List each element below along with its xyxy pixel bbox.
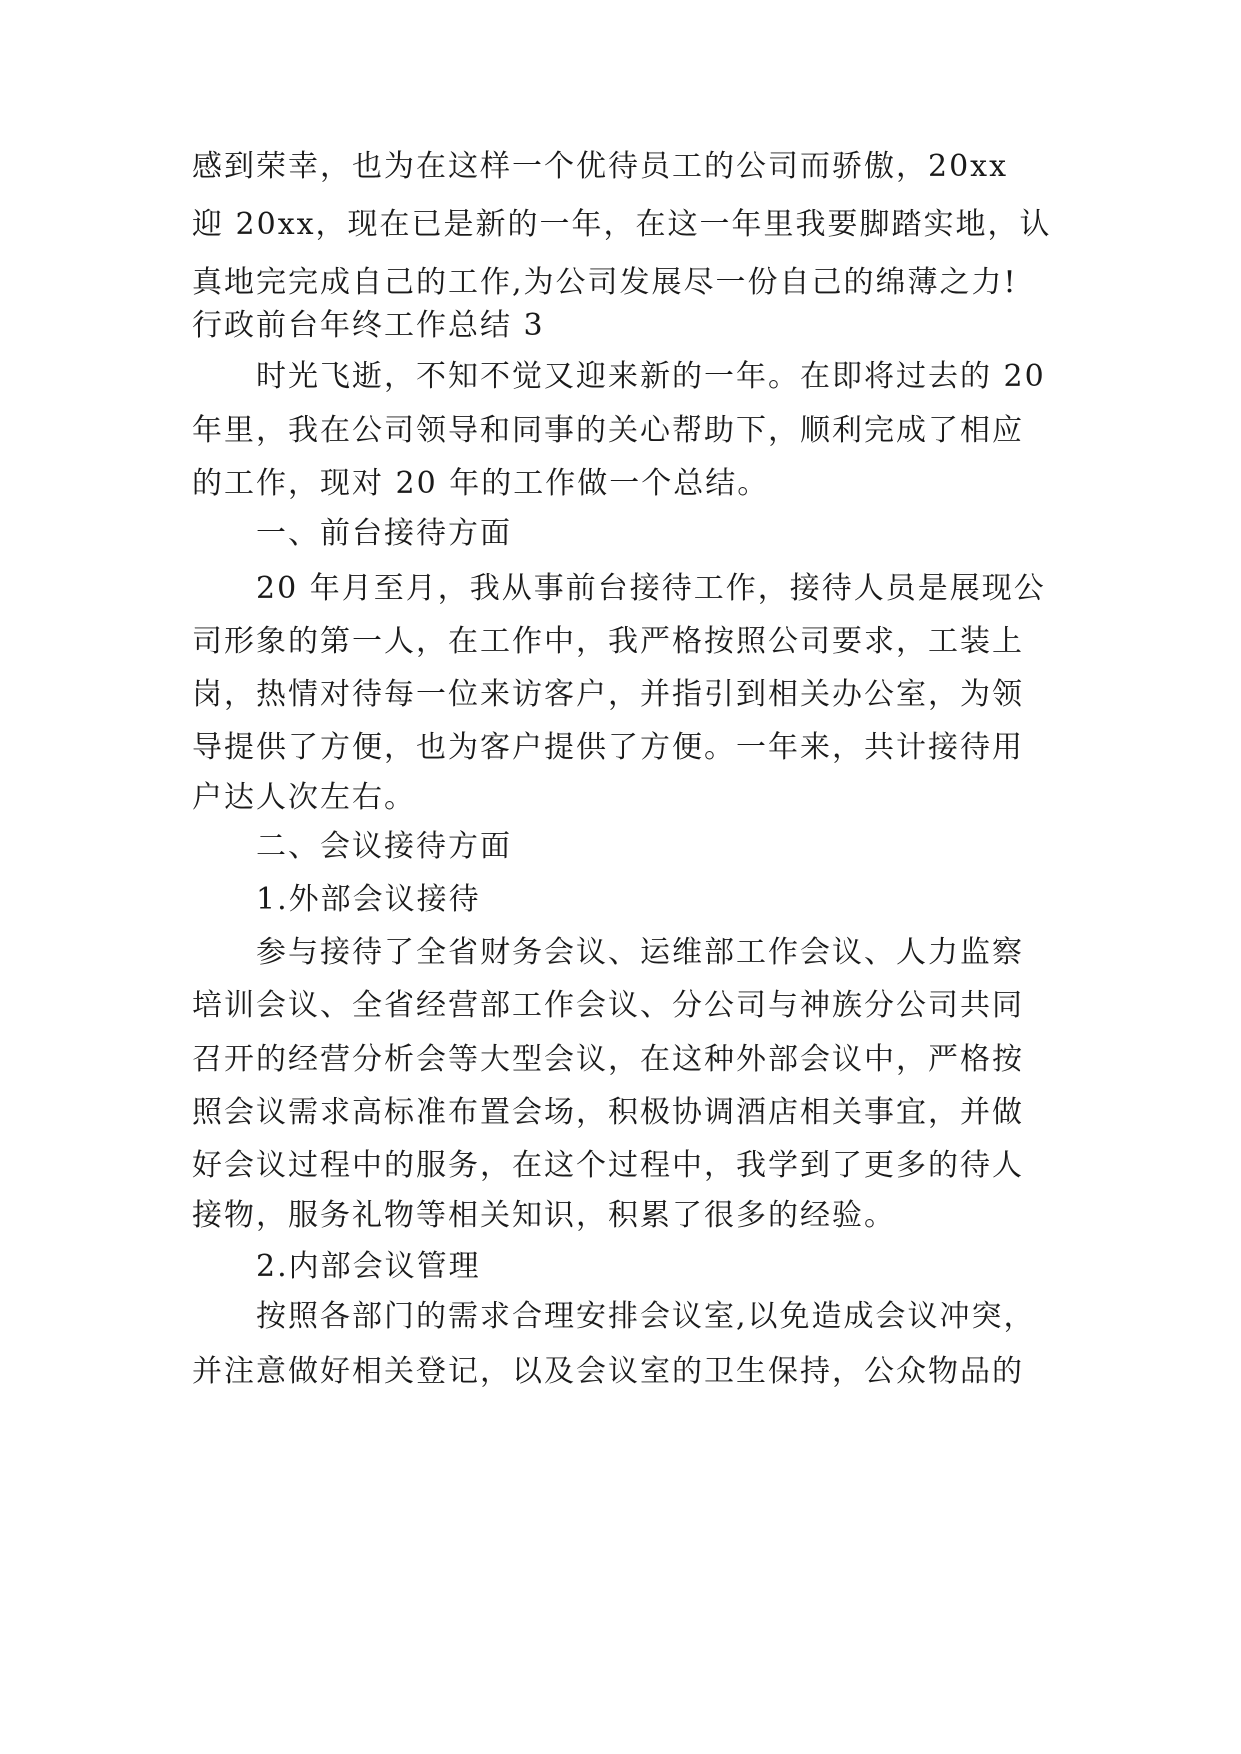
paragraph-3-line-5 <box>192 1146 1052 1186</box>
text-span: 导提供了方便，也为客户提供了方便。一年来，共计接待用 <box>192 730 1024 765</box>
paragraph-3-line-2 <box>192 986 1052 1026</box>
paragraph-2-line-1 <box>256 569 1052 609</box>
body-line-2 <box>192 205 1052 245</box>
text-span: 1.外部会议接待 <box>256 882 481 917</box>
paragraph-2-line-5 <box>192 778 1052 818</box>
paragraph-4-line-1 <box>256 1297 1052 1337</box>
subheading-internal-meeting <box>256 1247 1052 1287</box>
text-span: 户达人次左右。 <box>192 780 416 815</box>
paragraph-2-line-4 <box>192 728 1052 768</box>
text-span: 召开的经营分析会等大型会议，在这种外部会议中，严格按 <box>192 1042 1024 1077</box>
section-heading <box>192 306 1052 346</box>
paragraph-4-line-2 <box>192 1352 1052 1392</box>
subheading-external-meeting <box>256 880 1052 920</box>
text-span: 时光飞逝，不知不觉又迎来新的一年。在即将过去的 20 <box>256 359 1046 394</box>
paragraph-2-line-3 <box>192 675 1052 715</box>
paragraph-3-line-1 <box>256 933 1052 973</box>
text-span: 岗，热情对待每一位来访客户，并指引到相关办公室，为领 <box>192 677 1024 712</box>
text-span: 2.内部会议管理 <box>256 1249 481 1284</box>
text-span: 年里，我在公司领导和同事的关心帮助下，顺利完成了相应 <box>192 413 1024 448</box>
paragraph-2-line-2 <box>192 622 1052 662</box>
text-span: 一、前台接待方面 <box>256 516 512 551</box>
body-line-1 <box>192 147 1052 187</box>
subheading-front-desk <box>256 514 1052 554</box>
text-span: 照会议需求高标准布置会场，积极协调酒店相关事宜，并做 <box>192 1095 1024 1130</box>
paragraph-1-line-3 <box>192 464 1052 504</box>
text-span: 的工作，现对 20 年的工作做一个总结。 <box>192 466 770 501</box>
text-span: 二、会议接待方面 <box>256 829 512 864</box>
paragraph-1-line-1 <box>256 357 1052 397</box>
text-span: 司形象的第一人，在工作中，我严格按照公司要求，工装上 <box>192 624 1024 659</box>
text-span: 迎 20xx，现在已是新的一年，在这一年里我要脚踏实地，认 <box>192 207 1052 242</box>
text-span: 行政前台年终工作总结 3 <box>192 308 545 343</box>
subheading-meeting <box>256 827 1052 867</box>
body-line-3 <box>192 263 1052 303</box>
paragraph-3-line-6 <box>192 1196 1052 1236</box>
text-span: 接物，服务礼物等相关知识，积累了很多的经验。 <box>192 1198 896 1233</box>
text-span: 培训会议、全省经营部工作会议、分公司与神族分公司共同 <box>192 988 1024 1023</box>
text-span: 按照各部门的需求合理安排会议室,以免造成会议冲突， <box>256 1299 1036 1334</box>
text-span: 并注意做好相关登记，以及会议室的卫生保持，公众物品的 <box>192 1354 1024 1389</box>
text-span: 参与接待了全省财务会议、运维部工作会议、人力监察 <box>256 935 1024 970</box>
text-span: 好会议过程中的服务，在这个过程中，我学到了更多的待人 <box>192 1148 1024 1183</box>
paragraph-3-line-4 <box>192 1093 1052 1133</box>
paragraph-3-line-3 <box>192 1040 1052 1080</box>
text-span: 真地完完成自己的工作,为公司发展尽一份自己的绵薄之力! <box>192 265 1018 300</box>
text-span: 感到荣幸，也为在这样一个优待员工的公司而骄傲，20xx <box>192 149 1009 184</box>
paragraph-1-line-2 <box>192 411 1052 451</box>
text-span: 20 年月至月，我从事前台接待工作，接待人员是展现公 <box>256 571 1046 606</box>
